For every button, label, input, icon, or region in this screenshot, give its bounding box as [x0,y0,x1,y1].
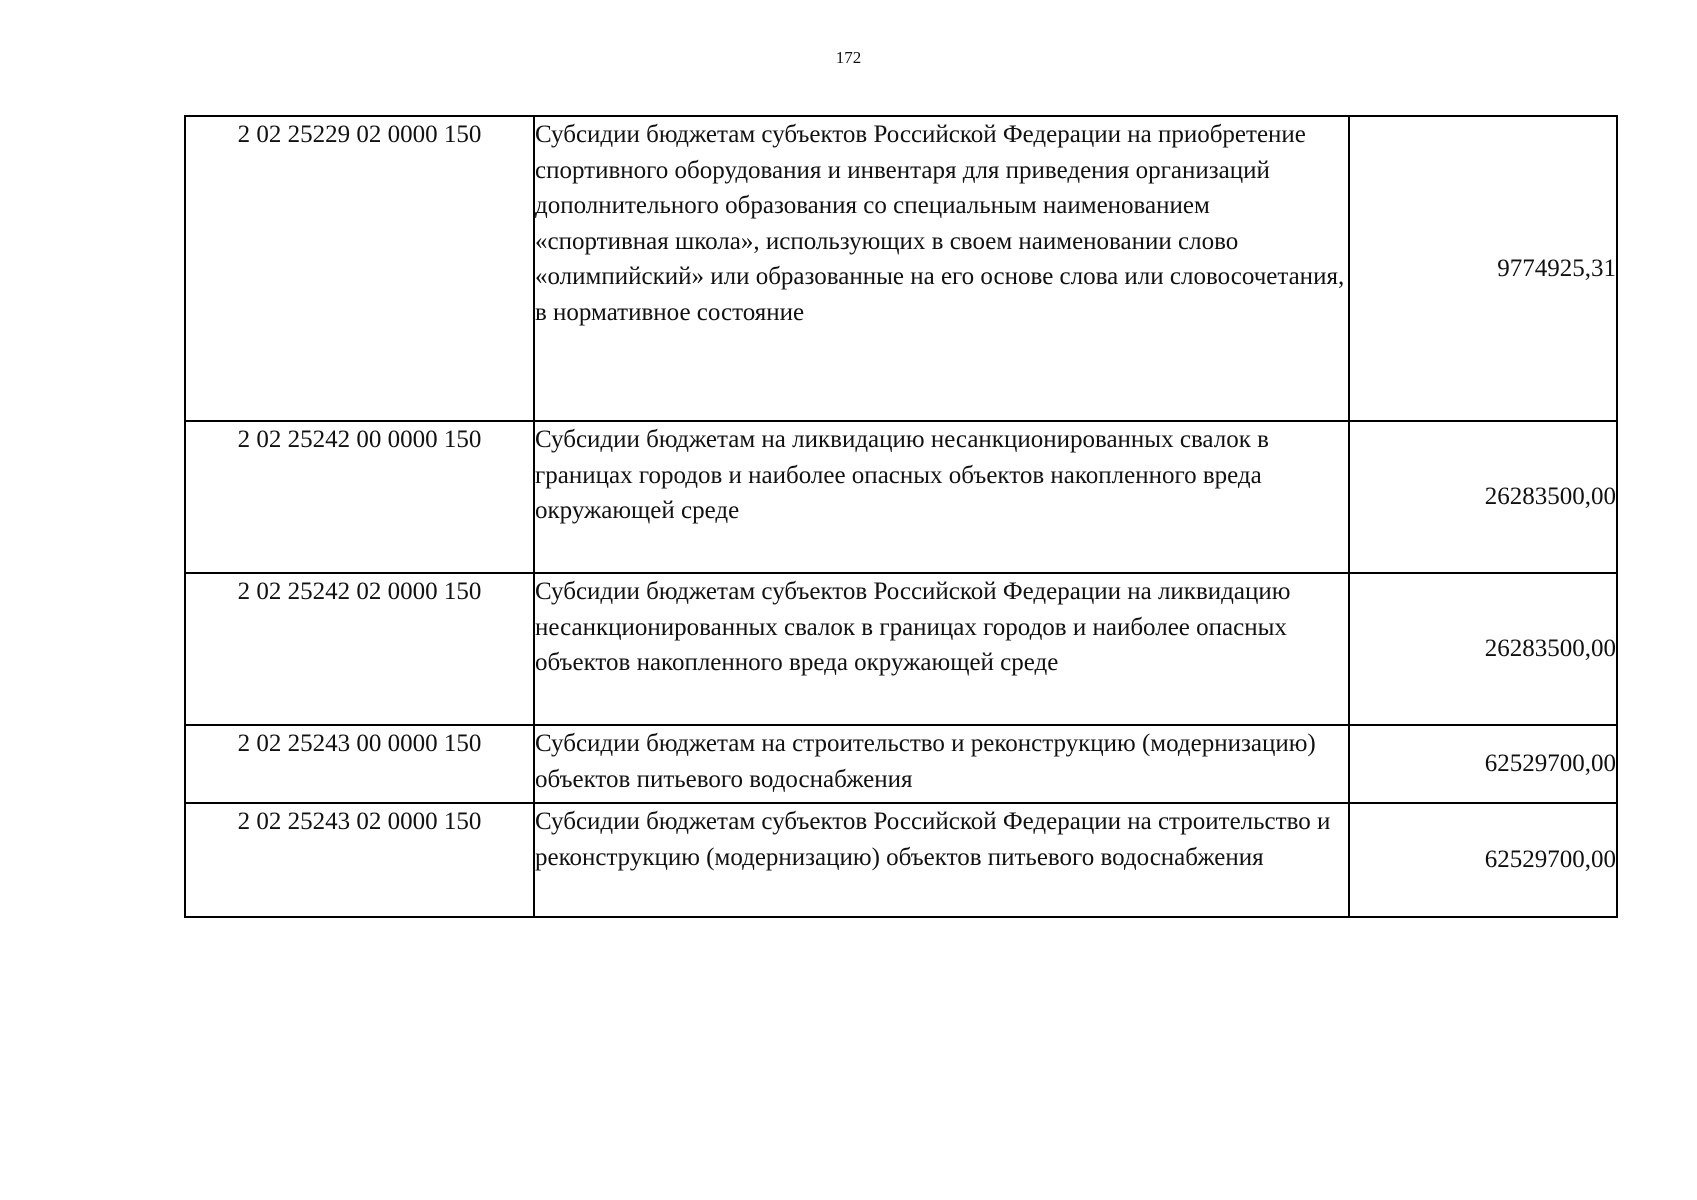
revenue-code-cell: 2 02 25243 02 0000 150 [185,803,534,917]
amount-cell: 9774925,31 [1349,116,1617,421]
revenue-name-cell: Субсидии бюджетам на ликвидацию несанкционированных свалок в границах городов и наиболее опасных объектов накопленного вреда окружающей среде [534,421,1349,573]
page-number: 172 [835,48,862,67]
table-row [185,725,1617,803]
budget-table [184,115,1618,918]
revenue-code-cell: 2 02 25243 00 0000 150 [185,725,534,803]
table-row [185,803,1617,917]
revenue-name-cell: Субсидии бюджетам субъектов Российской Федерации на строительство и реконструкцию (модернизацию) объектов питьевого водоснабжения [534,803,1349,917]
table-row [185,573,1617,725]
table-row [185,116,1617,421]
revenue-name-cell: Субсидии бюджетам субъектов Российской Федерации на ликвидацию несанкционированных свалок в границах городов и наиболее опасных объектов накопленного вреда окружающей среде [534,573,1349,725]
amount-cell: 26283500,00 [1349,573,1617,725]
table-row [185,421,1617,573]
revenue-code-cell: 2 02 25242 00 0000 150 [185,421,534,573]
amount-cell: 26283500,00 [1349,421,1617,573]
revenue-name-cell: Субсидии бюджетам субъектов Российской Федерации на приобретение спортивного оборудования и инвентаря для приведения организаций дополнительного образования со специальным наименованием «спортивная школа», использующих в своем наименовании слово «олимпийский» или образованные на его основе слова или словосочетания, в нормативное состояние [534,116,1349,421]
revenue-code-cell: 2 02 25242 02 0000 150 [185,573,534,725]
amount-cell: 62529700,00 [1349,803,1617,917]
revenue-code-cell: 2 02 25229 02 0000 150 [185,116,534,421]
amount-cell: 62529700,00 [1349,725,1617,803]
revenue-name-cell: Субсидии бюджетам на строительство и реконструкцию (модернизацию) объектов питьевого водоснабжения [534,725,1349,803]
